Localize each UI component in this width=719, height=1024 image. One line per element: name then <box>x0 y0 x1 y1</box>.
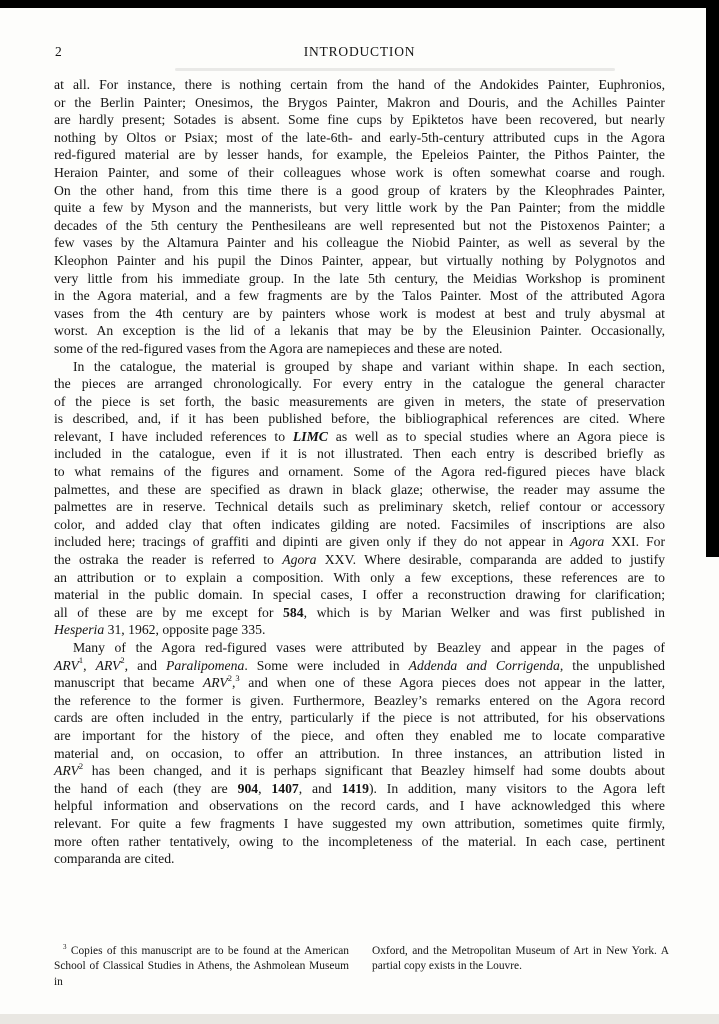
paragraph <box>54 76 665 358</box>
text-line: of the piece is set forth, the basic measurements are given in meters, the state of preservation <box>54 393 665 409</box>
text-line: Heraion Painter, and some of their colleagues whose work is often somewhat coarse and rough. <box>54 164 665 180</box>
text-line: nothing by Oltos or Psiax; most of the late-6th- and early-5th-century attributed cups in the Agora <box>54 129 665 145</box>
running-head-title: INTRODUCTION <box>303 44 416 59</box>
paragraph <box>54 358 665 640</box>
text-line: Many of the Agora red-figured vases were attributed by Beazley and appear in the pages of <box>73 640 665 655</box>
footnote-column-right <box>372 944 669 975</box>
text-line: $^3$ Copies of this manuscript are to be found at the American <box>63 942 349 957</box>
body-text <box>54 76 665 868</box>
text-line: to what remains of the figures and ornament. Some of the Agora red-figured pieces have black <box>54 464 665 480</box>
footnote-column-left <box>54 944 349 990</box>
text-line: are hardly present; Sotades is absent. Some fine cups by Epiktetos have been recovered, but nearly <box>54 112 665 128</box>
text-line: few vases by the Altamura Painter and his colleague the Niobid Painter, as well as several by the <box>54 235 665 251</box>
text-line: at all. For instance, there is nothing certain from the hand of the Andokides Painter, Euphronios, <box>54 77 665 92</box>
text-line: more often rather tentatively, owing to the incompleteness of the material. In each case, pertinent <box>54 833 665 849</box>
text-line: are important for the history of the piece, and often they enabled me to locate comparative <box>54 727 665 743</box>
top-edge-scan-artifact <box>0 0 719 8</box>
text-line: On the other hand, from this time there is a good group of kraters by the Kleophrades Painter, <box>54 182 665 198</box>
text-line: Kleophon Painter and his pupil the Dinos Painter, appear, but virtually nothing by Polygnotos and <box>54 252 665 268</box>
text-line: relevant. For quite a few fragments I have suggested my own attribution, sometimes quite firmly, <box>54 815 665 831</box>
text-line: is described, and, if it has been published before, the bibliographical references are cited. Where <box>54 411 665 427</box>
text-line: palmettes are in reserve. Technical details such as preliminary sketch, relief contour or accessory <box>54 499 665 515</box>
right-edge-scan-artifact <box>706 0 719 557</box>
text-line: included in the catalogue, even if it is not illustrated. Then each entry is described briefly as <box>54 446 665 462</box>
text-line: palmettes, and these are specified as drawn in black glaze; otherwise, the reader may assume the <box>54 481 665 497</box>
text-line: cards are often included in the entry, particularly if the piece is not attributed, for his observations <box>54 710 665 726</box>
text-line: In the catalogue, the material is grouped by shape and variant within shape. In each section, <box>73 358 665 374</box>
text-line: the pieces are arranged chronologically. For every entry in the catalogue the general character <box>54 376 665 392</box>
text-line: the reference to the former is given. Furthermore, Beazley’s remarks entered on the Agora record <box>54 692 665 708</box>
text-line: material and, on occasion, to offer an attribution. In three instances, an attribution listed in <box>54 745 665 761</box>
text-line: an attribution or to explain a composition. With only a few exceptions, these references are to <box>54 569 665 585</box>
text-line: ARV$^2$ has been changed, and it is perhaps significant that Beazley himself had some doubts about <box>54 760 665 779</box>
text-line: School of Classical Studies in Athens, the Ashmolean Museum in <box>54 960 349 988</box>
text-line: material in the public domain. In special cases, I offer a reconstruction drawing for clarification; <box>54 587 665 603</box>
text-line: quite a few by Myson and the mannerists, but very little work by the Pan Painter; from the middle <box>54 200 665 216</box>
text-line: included here; tracings of graffiti and dipinti are given only if they do not appear in Agora XXI. For <box>54 534 665 550</box>
text-line: Hesperia 31, 1962, opposite page 335. <box>54 622 266 638</box>
text-line: the hand of each (they are 904, 1407, and 1419). In addition, many visitors to the Agora left <box>54 780 666 796</box>
text-line: relevant, I have included references to LIMC as well as to special studies where an Agora piece is <box>54 428 665 444</box>
text-line: the ostraka the reader is referred to Agora XXV. Where desirable, comparanda are added to justify <box>54 552 665 568</box>
text-line: ARV$^1$, ARV$^2$, and Paralipomena. Some were included in Addenda and Corrigenda, the unpublished <box>54 655 665 673</box>
text-line: helpful information and observations on the record cards, and I have acknowledged this where <box>54 798 665 814</box>
scan-smudge-artifact <box>175 68 615 71</box>
text-line: all of these are by me except for 584, which is by Marian Welker and was first published in <box>54 604 665 620</box>
text-line: very little from his immediate group. In the late 5th century, the Meidias Workshop is prominent <box>54 270 665 286</box>
text-line: comparanda are cited. <box>54 851 175 867</box>
text-line: red-figured material are by lesser hands, for example, the Epeleios Painter, the Pithos Painter, the <box>54 147 665 163</box>
text-line: partial copy exists in the Louvre. <box>372 960 522 973</box>
text-line: or the Berlin Painter; Onesimos, the Brygos Painter, Makron and Douris, and the Achilles Painter <box>54 94 665 110</box>
text-line: color, and added clay that often indicates gilding are noted. Facsimiles of inscriptions are also <box>54 516 665 532</box>
text-line: manuscript that became ARV$^2$,$^3$ and when one of these Agora pieces does not appear in the latter, <box>54 672 665 691</box>
text-line: decades of the 5th century the Penthesileans are well represented but not the Pistoxenos Painter; a <box>54 217 665 233</box>
text-line: worst. An exception is the lid of a lekanis that may be by the Eleusinion Painter. Occasionally, <box>54 323 665 339</box>
paragraph <box>54 639 665 868</box>
text-line: in the Agora material, and a few fragments are by the Talos Painter. Most of the attributed Agora <box>54 288 665 304</box>
page-number: 2 <box>55 44 62 59</box>
text-line: vases from the 4th century are by painters whose work is modest at best and truly abysmal at <box>54 305 665 321</box>
bottom-edge-scan-artifact <box>0 1014 719 1024</box>
text-line: some of the red-figured vases from the Agora are namepieces and these are noted. <box>54 340 503 356</box>
text-line: Oxford, and the Metropolitan Museum of Art in New York. A <box>372 945 669 957</box>
